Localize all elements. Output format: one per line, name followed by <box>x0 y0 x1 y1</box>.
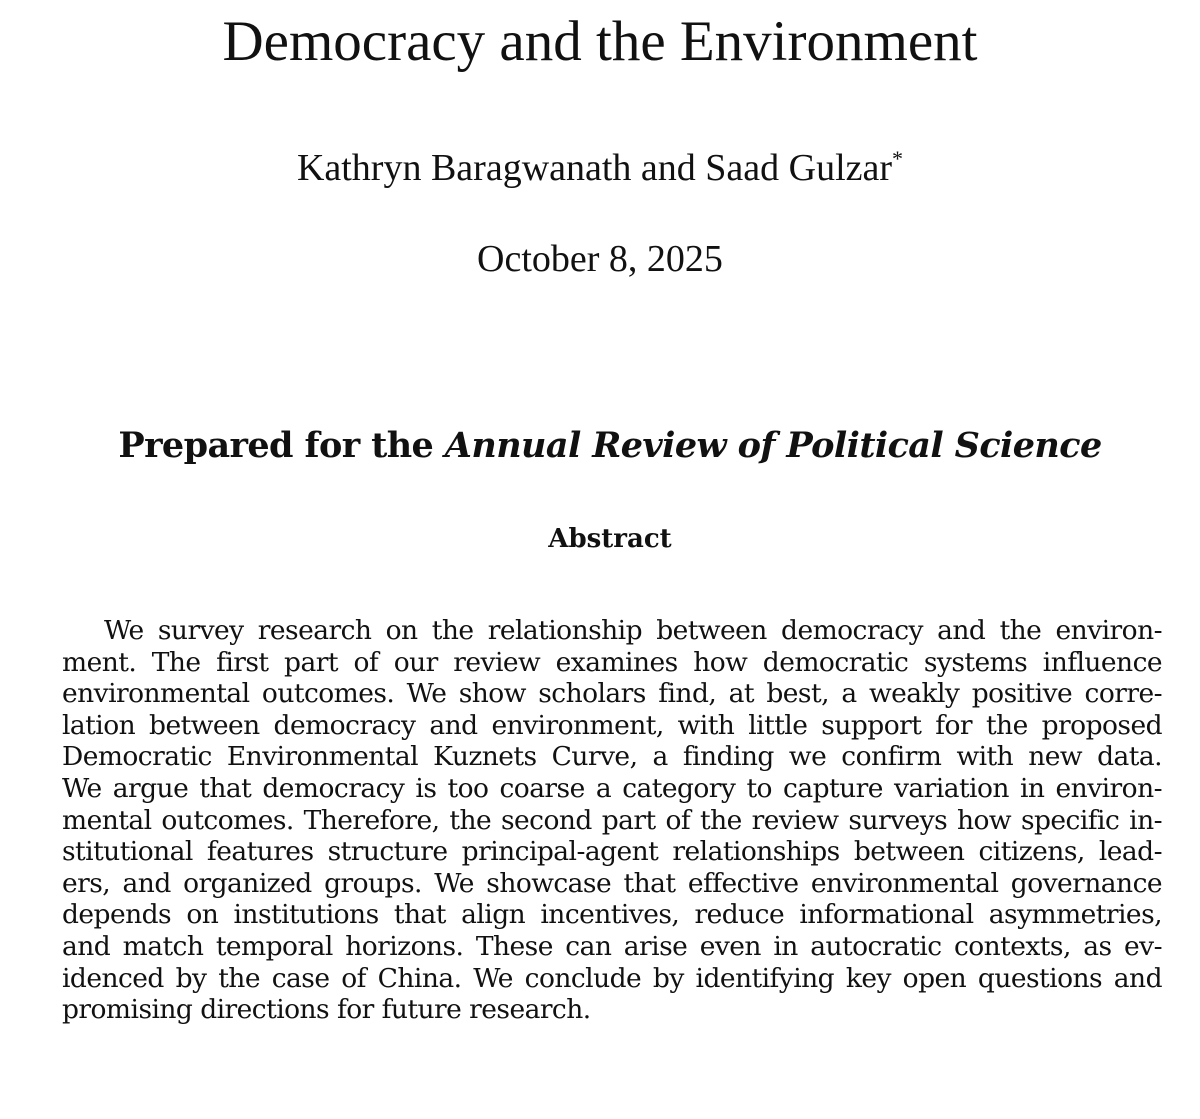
abstract-line: depends on institutions that align incentives, reduce informational asymmetries, <box>62 899 1162 931</box>
prepared-prefix: Prepared for the <box>118 425 445 466</box>
abstract-line: mental outcomes. Therefore, the second part of the review surveys how specific in- <box>62 804 1162 836</box>
abstract-line: and match temporal horizons. These can arise even in autocratic contexts, as ev- <box>62 930 1162 962</box>
abstract-line: Democratic Environmental Kuznets Curve, a finding we confirm with new data. <box>62 741 1162 773</box>
abstract-line: lation between democracy and environment, with little support for the proposed <box>62 709 1162 741</box>
abstract-line: promising directions for future research. <box>62 994 591 1026</box>
abstract-line: stitutional features structure principal-agent relationships between citizens, lead- <box>62 836 1162 868</box>
journal-name: Annual Review of Political Science <box>444 425 1102 466</box>
paper-date: October 8, 2025 <box>477 238 723 280</box>
prepared-for-line <box>0 421 1200 471</box>
author-names: Kathryn Baragwanath and Saad Gulzar <box>296 147 893 189</box>
abstract-line: environmental outcomes. We show scholars find, at best, a weakly positive corre- <box>62 678 1162 710</box>
abstract-line: ers, and organized groups. We showcase that effective environmental governance <box>62 867 1162 899</box>
abstract-body <box>62 615 1162 1026</box>
author-footnote-mark: * <box>892 146 904 171</box>
abstract-line: idenced by the case of China. We conclude by identifying key open questions and <box>62 962 1162 994</box>
abstract-line: We argue that democracy is too coarse a category to capture variation in environ- <box>62 772 1162 804</box>
paper-authors <box>0 145 1200 191</box>
abstract-line: ment. The first part of our review examines how democratic systems influence <box>62 646 1162 678</box>
abstract-line: We survey research on the relationship between democracy and the environ- <box>104 615 1162 646</box>
abstract-heading: Abstract <box>548 524 672 554</box>
paper-title: Democracy and the Environment <box>222 10 978 73</box>
